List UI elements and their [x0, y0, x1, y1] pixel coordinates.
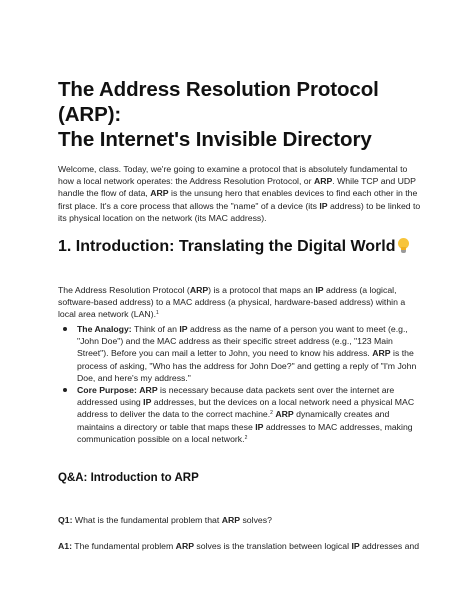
answer-1 [58, 540, 424, 552]
question-label: Q1: [58, 515, 73, 525]
answer-label: A1: [58, 541, 72, 551]
lightbulb-icon [398, 238, 409, 253]
arp-definition-paragraph [58, 284, 418, 321]
bold-term: ARP [275, 409, 294, 420]
body-text: is the process of asking, "Who has the address for John Doe?" and getting a reply of "I'm John Doe, and here's my address." [77, 348, 417, 383]
bold-term: ARP [175, 541, 195, 551]
title-line-1: The Address Resolution Protocol (ARP): [58, 78, 379, 126]
bullet-label: The Analogy: [77, 324, 132, 334]
document-title [58, 77, 428, 152]
body-text: Think of an [131, 324, 180, 334]
bullet-label: Core Purpose: [77, 385, 137, 396]
question-1 [58, 514, 424, 526]
footnote-marker[interactable]: 2 [270, 410, 273, 417]
body-text: What is the fundamental problem that [72, 515, 222, 525]
body-text: solves? [240, 515, 272, 525]
bold-term: IP [315, 285, 324, 295]
intro-text: address) to be linked to its physical location on the network (its MAC address). [58, 200, 421, 223]
body-text: dynamically creates and maintains a directory or table that maps these [77, 409, 390, 432]
body-text: ) is a protocol that maps an [208, 285, 316, 295]
section-title: 1. Introduction: Translating the Digital World [58, 238, 396, 255]
body-text: addresses and [359, 541, 420, 551]
bullet-list [58, 323, 420, 445]
bold-term: ARP [189, 285, 209, 295]
body-text: The fundamental problem [72, 541, 176, 551]
footnote-marker[interactable]: 2 [244, 434, 248, 441]
bold-term: IP [319, 200, 328, 211]
bold-term: ARP [313, 176, 333, 187]
intro-text: . While TCP and UDP handle the flow of data, [58, 176, 416, 199]
list-item [58, 323, 420, 384]
bold-term: IP [179, 324, 188, 334]
bold-term: ARP [372, 348, 391, 359]
section-heading [58, 236, 428, 258]
body-text: address (a logical, software-based address) to a MAC address (a physical, hardware-based address) within a local area network (LAN). [58, 285, 406, 320]
intro-text: Welcome, class. Today, we're going to examine a protocol that is absolutely fundamental to how a local network operates: the Address Resolution Protocol, or [58, 164, 408, 187]
body-text: address as the name of a person you want to meet (e.g., "John Doe") and the MAC address as their specific street address (e.g., "123 Main Street"). Before you can mail a letter to John, you need to know his address. [77, 324, 408, 359]
body-text: addresses, but the devices on a local network need a physical MAC address to deliver the data to the correct machine. [77, 397, 415, 420]
title-line-2: The Internet's Invisible Directory [58, 128, 372, 151]
bold-term: IP [143, 397, 152, 408]
body-text: solves is the translation between logical [194, 541, 352, 551]
bold-term: IP [255, 421, 264, 432]
bold-term: ARP [150, 188, 169, 199]
footnote-marker[interactable]: 1 [156, 310, 159, 317]
list-item [58, 384, 420, 445]
body-text: is necessary because data packets sent over the internet are addressed using [77, 385, 395, 408]
bold-term: ARP [139, 385, 158, 396]
bold-term: ARP [221, 515, 241, 525]
body-text: The Address Resolution Protocol ( [58, 285, 190, 295]
bullet-dot [63, 327, 67, 331]
intro-text: is the unsung hero that enables devices to find each other in the first place. It's a core process that allows the "name" of a device (its [58, 188, 418, 211]
bullet-dot [63, 388, 67, 392]
intro-paragraph [58, 163, 424, 224]
bold-term: IP [351, 541, 360, 551]
body-text: addresses to MAC addresses, making communication possible on a local network. [77, 421, 413, 444]
qa-heading: Q&A: Introduction to ARP [58, 472, 199, 484]
